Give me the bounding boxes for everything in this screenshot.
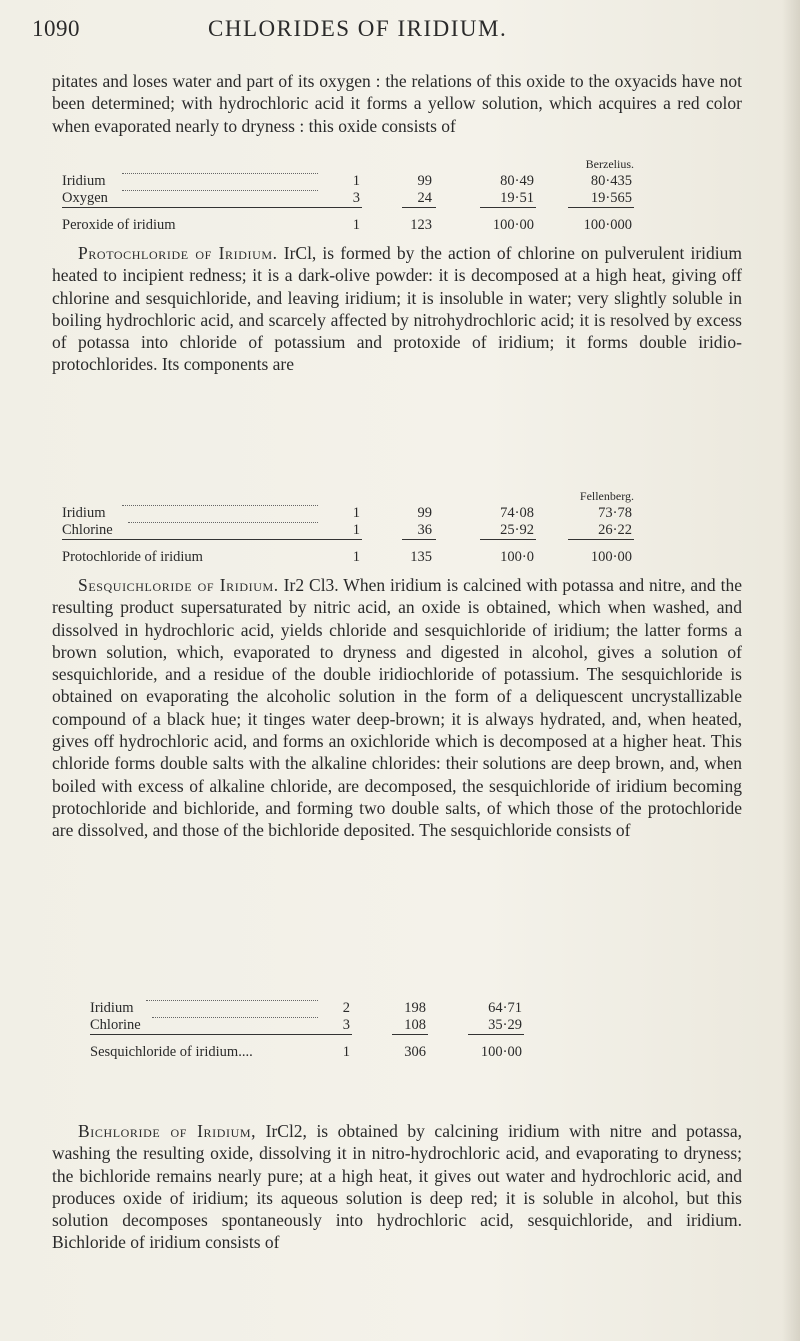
row-label: Iridium (90, 1000, 134, 1016)
protochloride-text (52, 242, 742, 376)
row-percent: 74·08 (500, 505, 534, 521)
row-label: Iridium (62, 173, 106, 189)
row-authority-value: 73·78 (598, 505, 632, 521)
row-percent: 80·49 (500, 173, 534, 189)
total-equivalents: 1 (342, 1044, 350, 1060)
row-label: Oxygen (62, 190, 108, 206)
composition-table-sesquichloride (90, 1000, 710, 1061)
page-edge-shadow (782, 0, 800, 1341)
total-equivalents: 1 (352, 549, 360, 565)
row-authority-value: 19·565 (590, 190, 632, 206)
table-row (90, 1017, 710, 1034)
row-weight: 198 (404, 1000, 426, 1016)
total-percent: 100·0 (500, 549, 534, 565)
table-total-row (90, 1044, 710, 1061)
table-row (62, 173, 682, 190)
table-row (90, 1000, 710, 1017)
total-weight: 135 (410, 549, 432, 565)
total-weight: 123 (410, 217, 432, 233)
table-rule-row (62, 539, 682, 549)
protochloride-body: IrCl, is formed by the action of chlorine on pulverulent iridium heated to incipient redness; it is a dark-olive powder: it is decomposed at a high heat, giving off chlorine and sesquichloride, and leaving iridium; it is insoluble in water; very slightly soluble in boiling hydrochloric acid, and scarcely affected by nitrohydrochloric acid; it is resolved by excess of potassa into chloride of potassium and protoxide of iridium; it forms double iridio-protochlorides. Its components are (52, 243, 742, 375)
row-percent: 25·92 (500, 522, 534, 538)
total-percent: 100·00 (492, 217, 534, 233)
table-authority-row (62, 488, 682, 505)
table-total-row (62, 549, 682, 566)
sesquichloride-text (52, 574, 742, 842)
row-authority-value: 26·22 (598, 522, 632, 538)
table-authority: Fellenberg. (579, 489, 634, 503)
composition-table-peroxide (62, 156, 682, 234)
row-equivalents: 1 (352, 173, 360, 189)
table-authority: Berzelius. (585, 157, 634, 171)
page-header (32, 12, 762, 52)
intro-text: pitates and loses water and part of its oxygen : the relations of this oxide to the oxyacids have not been determined; with hydrochloric acid it forms a yellow solution, which acquires a red color when evaporated nearly to dryness : this oxide consists of (52, 71, 742, 136)
protochloride-heading: Protochloride of Iridium. (78, 243, 278, 263)
row-equivalents: 1 (352, 522, 360, 538)
bichloride-heading: Bichloride of Iridium, (78, 1121, 257, 1141)
row-weight: 36 (417, 522, 432, 538)
row-label: Iridium (62, 505, 106, 521)
bichloride-paragraph (52, 1120, 742, 1254)
row-percent: 64·71 (488, 1000, 522, 1016)
total-label: Protochloride of iridium (62, 549, 203, 565)
row-weight: 108 (404, 1017, 426, 1033)
row-equivalents: 1 (352, 505, 360, 521)
total-authority-value: 100·00 (590, 549, 632, 565)
table-rule-row (62, 207, 682, 217)
table-authority-row (62, 156, 682, 173)
table-row (62, 190, 682, 207)
total-equivalents: 1 (352, 217, 360, 233)
protochloride-paragraph (52, 242, 742, 376)
total-weight: 306 (404, 1044, 426, 1060)
row-weight: 99 (417, 173, 432, 189)
page-number: 1090 (32, 16, 80, 41)
total-label: Peroxide of iridium (62, 217, 176, 233)
composition-table-protochloride (62, 488, 682, 566)
table-row (62, 505, 682, 522)
sesquichloride-body: Ir2 Cl3. When iridium is calcined with potassa and nitre, and the resulting product supersaturated by nitric acid, an oxide is obtained, which when washed, and dissolved in hydrochloric acid, yields chloride and sesquichloride of iridium; the latter forms a brown solution, which, evaporated to dryness and digested in alcohol, gives a solution of sesquichloride, and a residue of the double iridiochloride of potassium. The sesquichloride is obtained on evaporating the alcoholic solution in the form of a deliquescent uncrystallizable compound of a black hue; it tinges water deep-brown; it is always hydrated, and, when heated, gives off hydrochloric acid, and forms an oxichloride which is decomposed at a higher heat. This chloride forms double salts with the alkaline chlorides: their solutions are deep brown, and, when boiled with excess of alkaline chloride, are decomposed, the sesquichloride of iridium becoming protochloride and bichloride, and forming two double salts, of which those of the protochloride are dissolved, and those of the bichloride deposited. The sesquichloride consists of (52, 575, 742, 841)
row-weight: 99 (417, 505, 432, 521)
sesquichloride-heading: Sesquichloride of Iridium. (78, 575, 279, 595)
row-authority-value: 80·435 (590, 173, 632, 189)
running-title: CHLORIDES OF IRIDIUM. (208, 16, 508, 41)
bichloride-body: IrCl2, is obtained by calcining iridium with nitre and potassa, washing the resulting oxide, dissolving it in nitro-hydrochloric acid, and evaporating to dryness; the bichloride remains nearly pure; at a high heat, it gives out water and hydrochloric acid, and produces oxide of iridium; its aqueous solution is deep red; it is soluble in alcohol, but this solution decomposes spontaneously into hydrochloric acid, sesquichloride, and iridium. Bichloride of iridium consists of (52, 1121, 742, 1253)
row-label: Chlorine (62, 522, 113, 538)
row-equivalents: 3 (352, 190, 360, 206)
row-equivalents: 3 (342, 1017, 350, 1033)
table-rule-row (90, 1034, 710, 1044)
row-percent: 35·29 (488, 1017, 522, 1033)
intro-paragraph (52, 70, 742, 137)
sesquichloride-paragraph (52, 574, 742, 842)
row-weight: 24 (417, 190, 432, 206)
table-total-row (62, 217, 682, 234)
table-row (62, 522, 682, 539)
bichloride-text (52, 1120, 742, 1254)
total-authority-value: 100·000 (583, 217, 632, 233)
total-label: Sesquichloride of iridium.... (90, 1044, 253, 1060)
total-percent: 100·00 (480, 1044, 522, 1060)
row-label: Chlorine (90, 1017, 141, 1033)
row-equivalents: 2 (342, 1000, 350, 1016)
row-percent: 19·51 (500, 190, 534, 206)
